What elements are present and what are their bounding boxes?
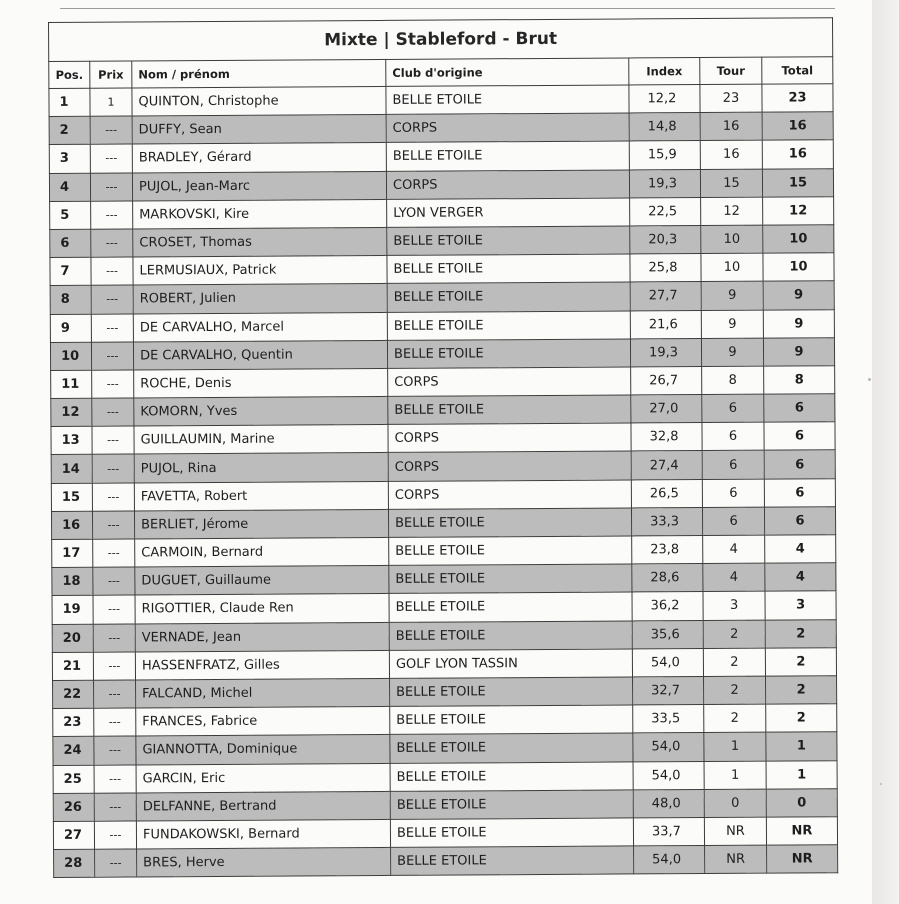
cell-club: BELLE ETOILE bbox=[390, 705, 633, 735]
cell-pos: 9 bbox=[50, 314, 91, 342]
cell-pos: 11 bbox=[51, 370, 92, 398]
cell-prix: 1 bbox=[90, 88, 132, 116]
cell-nom: RIGOTTIER, Claude Ren bbox=[135, 594, 389, 624]
cell-prix: --- bbox=[94, 708, 136, 736]
cell-club: CORPS bbox=[386, 170, 629, 200]
cell-total: 6 bbox=[764, 507, 835, 536]
cell-index: 54,0 bbox=[634, 846, 705, 875]
cell-prix: --- bbox=[91, 229, 133, 257]
cell-total: 0 bbox=[766, 788, 837, 817]
cell-tour: 2 bbox=[704, 676, 766, 705]
table-title: Mixte | Stableford - Brut bbox=[49, 18, 833, 62]
cell-nom: MARKOVSKI, Kire bbox=[133, 199, 387, 229]
cell-prix: --- bbox=[91, 313, 133, 341]
cell-pos: 13 bbox=[51, 426, 92, 454]
cell-pos: 14 bbox=[51, 455, 92, 483]
cell-tour: 6 bbox=[702, 451, 764, 480]
cell-tour: 9 bbox=[701, 281, 763, 310]
cell-club: CORPS bbox=[388, 367, 631, 397]
cell-prix: --- bbox=[92, 426, 134, 454]
col-header-club: Club d'origine bbox=[386, 58, 629, 86]
cell-club: LYON VERGER bbox=[387, 198, 630, 228]
cell-prix: --- bbox=[91, 257, 133, 285]
cell-tour: 6 bbox=[702, 394, 764, 423]
cell-index: 32,7 bbox=[633, 676, 704, 705]
cell-prix: --- bbox=[92, 454, 134, 482]
cell-pos: 23 bbox=[53, 708, 94, 736]
cell-total: 2 bbox=[766, 704, 837, 733]
cell-club: BELLE ETOILE bbox=[390, 790, 633, 820]
cell-club: BELLE ETOILE bbox=[388, 395, 631, 425]
cell-index: 26,5 bbox=[631, 479, 702, 508]
cell-total: 6 bbox=[764, 422, 835, 451]
cell-total: NR bbox=[767, 845, 838, 874]
cell-prix: --- bbox=[93, 624, 135, 652]
cell-nom: GARCIN, Eric bbox=[136, 763, 390, 793]
cell-pos: 27 bbox=[53, 821, 94, 849]
cell-club: BELLE ETOILE bbox=[388, 508, 631, 538]
cell-nom: ROBERT, Julien bbox=[133, 284, 387, 314]
cell-nom: DUFFY, Sean bbox=[132, 115, 386, 145]
cell-club: BELLE ETOILE bbox=[390, 818, 633, 848]
cell-nom: VERNADE, Jean bbox=[135, 622, 389, 652]
cell-pos: 5 bbox=[50, 201, 91, 229]
paper-speck bbox=[880, 783, 882, 785]
cell-club: CORPS bbox=[388, 423, 631, 453]
cell-index: 12,2 bbox=[629, 85, 700, 114]
cell-club: CORPS bbox=[388, 480, 631, 510]
cell-tour: 2 bbox=[704, 704, 766, 733]
col-header-prix: Prix bbox=[90, 61, 132, 88]
cell-tour: 2 bbox=[703, 648, 765, 677]
cell-pos: 8 bbox=[50, 286, 91, 314]
cell-tour: 15 bbox=[700, 169, 762, 198]
cell-prix: --- bbox=[90, 173, 132, 201]
cell-nom: BRES, Herve bbox=[137, 847, 391, 877]
table-body bbox=[49, 84, 838, 878]
cell-index: 14,8 bbox=[629, 113, 700, 142]
cell-tour: 23 bbox=[700, 84, 762, 113]
cell-prix: --- bbox=[90, 144, 132, 172]
cell-index: 27,0 bbox=[631, 395, 702, 424]
cell-club: BELLE ETOILE bbox=[386, 85, 629, 115]
cell-total: 1 bbox=[766, 760, 837, 789]
cell-prix: --- bbox=[95, 849, 137, 877]
cell-index: 54,0 bbox=[632, 648, 703, 677]
cell-club: BELLE ETOILE bbox=[386, 141, 629, 171]
cell-pos: 25 bbox=[53, 765, 94, 793]
cell-pos: 26 bbox=[53, 793, 94, 821]
cell-nom: QUINTON, Christophe bbox=[132, 86, 386, 116]
cell-nom: FUNDAKOWSKI, Bernard bbox=[136, 819, 390, 849]
cell-index: 27,4 bbox=[631, 451, 702, 480]
cell-tour: 6 bbox=[702, 479, 764, 508]
cell-index: 33,3 bbox=[631, 507, 702, 536]
cell-pos: 17 bbox=[52, 539, 93, 567]
cell-total: 8 bbox=[764, 366, 835, 395]
cell-tour: 1 bbox=[704, 732, 766, 761]
cell-total: 4 bbox=[765, 535, 836, 564]
cell-tour: 6 bbox=[702, 507, 764, 536]
cell-index: 36,2 bbox=[632, 592, 703, 621]
cell-tour: 12 bbox=[701, 197, 763, 226]
cell-club: BELLE ETOILE bbox=[390, 677, 633, 707]
cell-club: BELLE ETOILE bbox=[387, 282, 630, 312]
cell-total: 9 bbox=[763, 309, 834, 338]
cell-tour: 16 bbox=[700, 112, 762, 141]
results-table bbox=[48, 17, 838, 878]
col-header-pos: Pos. bbox=[49, 61, 90, 88]
cell-tour: NR bbox=[704, 817, 766, 846]
cell-club: BELLE ETOILE bbox=[389, 592, 632, 622]
cell-index: 48,0 bbox=[633, 789, 704, 818]
cell-tour: 10 bbox=[701, 225, 763, 254]
cell-pos: 20 bbox=[52, 624, 93, 652]
cell-nom: CARMOIN, Bernard bbox=[135, 537, 389, 567]
cell-nom: DE CARVALHO, Marcel bbox=[133, 312, 387, 342]
cell-pos: 22 bbox=[53, 680, 94, 708]
cell-index: 33,7 bbox=[633, 817, 704, 846]
cell-index: 26,7 bbox=[631, 366, 702, 395]
cell-tour: 0 bbox=[704, 789, 766, 818]
cell-club: BELLE ETOILE bbox=[390, 733, 633, 763]
cell-total: 6 bbox=[764, 478, 835, 507]
cell-club: BELLE ETOILE bbox=[389, 536, 632, 566]
cell-total: 2 bbox=[765, 647, 836, 676]
paper-speck bbox=[868, 378, 871, 381]
cell-tour: 3 bbox=[703, 592, 765, 621]
cell-nom: DE CARVALHO, Quentin bbox=[133, 340, 387, 370]
cell-index: 25,8 bbox=[630, 254, 701, 283]
cell-prix: --- bbox=[93, 567, 135, 595]
cell-index: 20,3 bbox=[630, 225, 701, 254]
cell-nom: BERLIET, Jérome bbox=[134, 509, 388, 539]
cell-pos: 28 bbox=[54, 849, 95, 877]
cell-total: 2 bbox=[765, 619, 836, 648]
cell-total: NR bbox=[766, 817, 837, 846]
cell-club: BELLE ETOILE bbox=[387, 310, 630, 340]
cell-total: 2 bbox=[766, 676, 837, 705]
cell-nom: FRANCES, Fabrice bbox=[136, 707, 390, 737]
cell-index: 54,0 bbox=[633, 761, 704, 790]
cell-index: 27,7 bbox=[630, 282, 701, 311]
cell-nom: FALCAND, Michel bbox=[136, 678, 390, 708]
cell-pos: 12 bbox=[51, 398, 92, 426]
cell-club: CORPS bbox=[386, 113, 629, 143]
col-header-total: Total bbox=[762, 57, 833, 84]
cell-tour: 6 bbox=[702, 422, 764, 451]
cell-tour: 1 bbox=[704, 761, 766, 790]
cell-prix: --- bbox=[93, 595, 135, 623]
cell-pos: 3 bbox=[49, 145, 90, 173]
cell-club: BELLE ETOILE bbox=[387, 254, 630, 284]
cell-tour: 16 bbox=[700, 141, 762, 170]
cell-prix: --- bbox=[92, 511, 134, 539]
cell-tour: 4 bbox=[703, 535, 765, 564]
cell-index: 33,5 bbox=[633, 705, 704, 734]
cell-prix: --- bbox=[92, 483, 134, 511]
cell-nom: DELFANNE, Bertrand bbox=[136, 791, 390, 821]
cell-prix: --- bbox=[94, 736, 136, 764]
cell-pos: 15 bbox=[51, 483, 92, 511]
cell-index: 22,5 bbox=[630, 197, 701, 226]
cell-index: 21,6 bbox=[630, 310, 701, 339]
cell-prix: --- bbox=[91, 201, 133, 229]
cell-nom: PUJOL, Rina bbox=[134, 453, 388, 483]
cell-pos: 2 bbox=[49, 116, 90, 144]
cell-pos: 24 bbox=[53, 737, 94, 765]
cell-index: 35,6 bbox=[632, 620, 703, 649]
cell-tour: 8 bbox=[702, 366, 764, 395]
cell-tour: NR bbox=[705, 845, 767, 874]
cell-prix: --- bbox=[91, 342, 133, 370]
cell-pos: 6 bbox=[50, 229, 91, 257]
cell-pos: 1 bbox=[49, 88, 90, 116]
cell-tour: 4 bbox=[703, 563, 765, 592]
cell-nom: FAVETTA, Robert bbox=[134, 481, 388, 511]
cell-total: 9 bbox=[763, 337, 834, 366]
cell-club: CORPS bbox=[388, 451, 631, 481]
table-row bbox=[54, 845, 838, 878]
cell-nom: GUILLAUMIN, Marine bbox=[134, 425, 388, 455]
cell-club: GOLF LYON TASSIN bbox=[389, 649, 632, 679]
cell-nom: LERMUSIAUX, Patrick bbox=[133, 256, 387, 286]
cell-index: 54,0 bbox=[633, 733, 704, 762]
cell-total: 6 bbox=[764, 394, 835, 423]
cell-prix: --- bbox=[93, 539, 135, 567]
cell-prix: --- bbox=[94, 793, 136, 821]
cell-pos: 18 bbox=[52, 567, 93, 595]
cell-total: 16 bbox=[762, 112, 833, 141]
cell-nom: KOMORN, Yves bbox=[134, 396, 388, 426]
cell-total: 1 bbox=[766, 732, 837, 761]
cell-nom: CROSET, Thomas bbox=[133, 227, 387, 257]
cell-total: 16 bbox=[762, 140, 833, 169]
cell-club: BELLE ETOILE bbox=[390, 761, 633, 791]
cell-nom: DUGUET, Guillaume bbox=[135, 566, 389, 596]
cell-pos: 10 bbox=[50, 342, 91, 370]
cell-prix: --- bbox=[94, 680, 136, 708]
cell-prix: --- bbox=[92, 398, 134, 426]
cell-index: 32,8 bbox=[631, 423, 702, 452]
cell-index: 23,8 bbox=[632, 536, 703, 565]
cell-total: 9 bbox=[763, 281, 834, 310]
col-header-tour: Tour bbox=[700, 57, 762, 84]
top-rule bbox=[60, 8, 835, 9]
cell-club: BELLE ETOILE bbox=[387, 226, 630, 256]
cell-prix: --- bbox=[91, 285, 133, 313]
cell-total: 10 bbox=[763, 253, 834, 282]
cell-total: 12 bbox=[763, 196, 834, 225]
cell-index: 19,3 bbox=[630, 338, 701, 367]
cell-index: 15,9 bbox=[629, 141, 700, 170]
cell-nom: ROCHE, Denis bbox=[134, 368, 388, 398]
cell-nom: BRADLEY, Gérard bbox=[132, 143, 386, 173]
results-sheet bbox=[48, 17, 837, 878]
cell-club: BELLE ETOILE bbox=[389, 621, 632, 651]
cell-club: BELLE ETOILE bbox=[391, 846, 634, 876]
cell-total: 15 bbox=[762, 168, 833, 197]
cell-prix: --- bbox=[93, 652, 135, 680]
cell-prix: --- bbox=[94, 821, 136, 849]
cell-nom: GIANNOTTA, Dominique bbox=[136, 735, 390, 765]
cell-total: 10 bbox=[763, 225, 834, 254]
cell-index: 19,3 bbox=[629, 169, 700, 198]
cell-pos: 4 bbox=[49, 173, 90, 201]
cell-pos: 7 bbox=[50, 257, 91, 285]
cell-total: 4 bbox=[765, 563, 836, 592]
cell-nom: HASSENFRATZ, Gilles bbox=[135, 650, 389, 680]
col-header-index: Index bbox=[629, 58, 700, 85]
page-edge bbox=[872, 0, 899, 904]
cell-prix: --- bbox=[92, 370, 134, 398]
cell-prix: --- bbox=[90, 116, 132, 144]
cell-pos: 19 bbox=[52, 596, 93, 624]
col-header-nom: Nom / prénom bbox=[132, 59, 386, 88]
cell-prix: --- bbox=[94, 764, 136, 792]
cell-tour: 9 bbox=[701, 310, 763, 339]
cell-club: BELLE ETOILE bbox=[389, 564, 632, 594]
cell-tour: 2 bbox=[703, 620, 765, 649]
cell-tour: 9 bbox=[701, 338, 763, 367]
cell-tour: 10 bbox=[701, 253, 763, 282]
cell-index: 28,6 bbox=[632, 564, 703, 593]
cell-total: 6 bbox=[764, 450, 835, 479]
cell-nom: PUJOL, Jean-Marc bbox=[132, 171, 386, 201]
cell-pos: 21 bbox=[52, 652, 93, 680]
cell-pos: 16 bbox=[51, 511, 92, 539]
cell-total: 23 bbox=[762, 84, 833, 113]
cell-total: 3 bbox=[765, 591, 836, 620]
cell-club: BELLE ETOILE bbox=[387, 339, 630, 369]
